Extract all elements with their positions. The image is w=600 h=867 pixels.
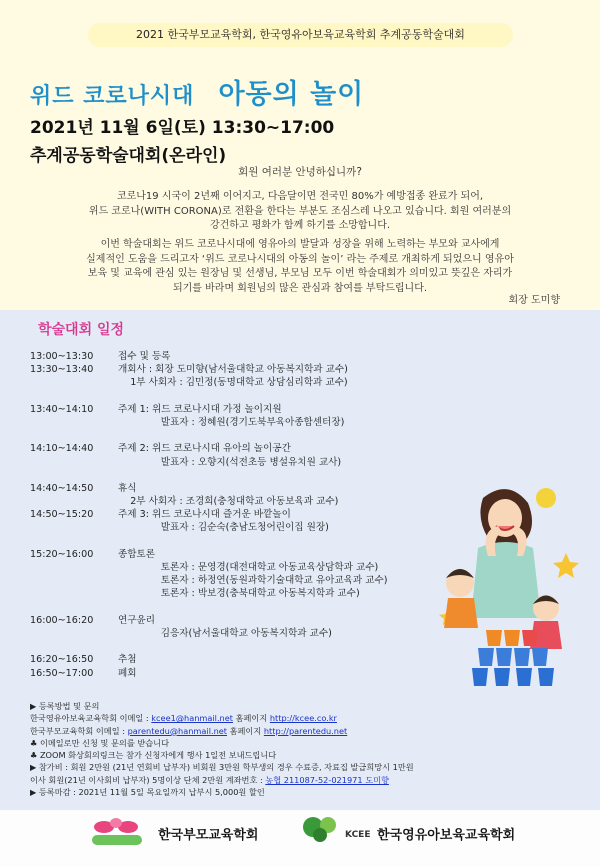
schedule-row [30,456,450,469]
schedule-content: 발표자 : 김순숙(충남도청어린이집 원장) [118,522,329,534]
parent-edu-logo-icon [86,815,148,851]
schedule-time: 15:20~16:00 [30,548,94,560]
schedule-time: 14:40~14:50 [30,482,94,494]
fee-line-2-label: 이사 회원(21년 이사회비 납부자) 5명이상 단체 2만원 계좌번호 : [30,774,266,785]
schedule-row [30,508,450,521]
schedule-time [30,521,118,534]
schedule-row [30,535,450,548]
registration-title: ▶ 등록방법 및 문의 [30,701,100,711]
children-playing-illustration [428,458,588,688]
letter-line: 이번 학술대회는 위드 코로나시대에 영유아의 발달과 성장을 위해 노력하는 부모와 교사에게 [100,239,500,250]
letter-paragraph-2 [55,238,545,296]
schedule-row [30,376,450,389]
home-label: 홈페이지 [233,713,270,724]
letter-line: 코로나19 시국이 2년째 이어지고, 다음달이면 전국민 80%가 예방접종 완료가 되어, [116,191,484,202]
star-icon [553,553,579,578]
schedule-content: 토론자 : 문영경(대전대학교 아동교육상담학과 교수) [118,562,379,573]
event-date: 2021년 11월 6일(토) 13:30~17:00 [30,118,335,138]
schedule-row [30,363,450,376]
schedule-content: 토론자 : 하정연(동원과학기술대학교 유아교육과 교수) [118,575,388,587]
letter-line: 강건하고 평화가 함께 하기를 소망합니다. [209,220,391,231]
kcee-logo-icon [298,813,344,847]
schedule-time [30,574,118,587]
schedule-time: 16:20~16:50 [30,654,94,666]
deadline-note: ▶ 등록마감 : 2021년 11월 5일 목요일까지 납부시 5,000원 할인 [30,787,265,798]
schedule-content: 2부 사회자 : 조경희(충청대학교 아동보육과 교수) [118,496,339,508]
schedule-content: 1부 사회자 : 김민정(동명대학교 상담심리학과 교수) [118,377,348,389]
schedule-row [30,548,450,561]
kcee-logo-text: KCEE [345,830,371,840]
schedule-time [30,416,118,429]
schedule-row [30,429,450,442]
home-label: 홈페이지 [227,725,264,736]
page-title [30,72,364,111]
zoom-note: ♣ ZOOM 화상회의링크는 참가 신청자에게 행사 1일전 보내드립니다 [30,750,277,761]
schedule-row [30,390,450,403]
schedule-content: 종합토론 [118,548,156,560]
schedule-row [30,495,450,508]
mother-body [471,542,541,618]
email-only-note: ♣ 이메일로만 신청 및 문의를 받습니다 [30,737,169,748]
schedule-content: 주제 3: 위드 코로나시대 즐거운 바깥놀이 [118,509,291,521]
schedule-content: 발표자 : 오향지(석전초등 병설유치원 교사) [118,456,342,468]
schedule-time [30,456,118,469]
schedule-row [30,601,450,614]
schedule-time: 13:40~14:10 [30,403,94,415]
child-body [444,598,478,628]
schedule-time: 14:10~14:40 [30,443,94,455]
title-part1: 위드 코로나시대 [30,84,195,109]
schedule-row [30,640,450,653]
letter-paragraph-1 [55,190,545,234]
fee-line-2 [30,774,590,786]
schedule-content: 접수 및 등록 [118,351,171,362]
letter-line: 위드 코로나(WITH CORONA)로 전환을 한다는 부분도 조심스레 나오고 있습니다. 회원 여러분의 [88,205,512,217]
schedule-row [30,667,450,680]
kcee-homepage-link[interactable]: http://kcee.co.kr [269,713,337,724]
letter-line: 보육 및 교육에 관심 있는 원장님 및 선생님, 부모님 모두 이번 학술대회가 의미있고 뜻깊은 자리가 [87,268,513,279]
schedule-title: 학술대회 일정 [38,322,125,338]
schedule-row [30,521,450,534]
schedule-row [30,561,450,574]
schedule-row [30,416,450,429]
org-kcee: 한국영유아보육교육학회 [377,828,516,843]
schedule-time [30,627,118,640]
parent-email-link[interactable]: parentedu@hanmail.net [127,725,228,736]
schedule-time [30,601,118,614]
schedule-content: 폐회 [118,667,137,679]
schedule-time: 14:50~15:20 [30,509,94,521]
schedule-row [30,574,450,587]
schedule-time [30,469,118,482]
schedule-content: 연구윤리 [118,614,156,626]
kcee-contact [30,712,590,724]
schedule-time [30,587,118,600]
schedule-time [30,640,118,653]
schedule-row [30,614,450,627]
banner: 2021 한국부모교육학회, 한국영유아보육교육학회 추계공동학술대회 [88,23,513,47]
letter-line: 실제적인 도움을 드리고자 ‘위드 코로나시대의 아동의 놀이’ 라는 주제로 개최하게 되었으니 영유아 [86,253,514,265]
schedule-time: 13:30~13:40 [30,364,94,376]
schedule-time [30,495,118,508]
fee-line-1: ▶ 참가비 : 회원 2만원 (21년 연회비 납부자) 비회원 3만원 학부생의 경우 수료증, 자료집 발급희망시 1만원 [30,762,414,773]
greeting: 회원 여러분 안녕하십니까? [238,166,362,178]
schedule-content: 개회사 : 회장 도미향(남서울대학교 아동복지학과 교수) [118,364,348,376]
letter-line: 되기를 바라며 회원님의 많은 관심과 참여를 부탁드립니다. [172,282,428,294]
registration-notes [30,700,590,798]
schedule-content: 토론자 : 박보경(충북대학교 아동복지학과 교수) [118,588,360,600]
schedule-row [30,442,450,455]
schedule-time: 13:00~13:30 [30,351,94,362]
schedule-list [30,350,450,680]
schedule-row [30,350,450,363]
schedule-content: 김응자(남서울대학교 아동복지학과 교수) [118,627,332,639]
schedule-time [30,390,118,403]
title-part2: 아동의 놀이 [218,79,365,110]
parent-homepage-link[interactable]: http://parentedu.net [263,725,348,736]
schedule-row [30,482,450,495]
kcee-contact-label: 한국영유아보육교육학회 이메일 : [30,713,152,724]
schedule-row [30,653,450,666]
schedule-time [30,429,118,442]
schedule-time [30,561,118,574]
schedule-time [30,376,118,389]
schedule-time [30,535,118,548]
schedule-content: 주제 2: 위드 코로나시대 유아의 놀이공간 [118,443,291,455]
schedule-row [30,403,450,416]
sun-icon [536,488,556,508]
parent-contact-label: 한국부모교육학회 이메일 : [30,725,128,736]
schedule-row [30,587,450,600]
parent-contact [30,725,590,737]
schedule-content: 주제 1: 위드 코로나시대 가정 놀이지원 [118,403,282,415]
schedule-content: 추첨 [118,654,137,666]
bank-account: 농협 211087-52-021971 도미향 [265,774,389,785]
schedule-row [30,627,450,640]
schedule-time: 16:50~17:00 [30,667,94,679]
event-name: 추계공동학술대회(온라인) [30,146,227,166]
kcee-email-link[interactable]: kcee1@hanmail.net [151,713,233,724]
schedule-row [30,469,450,482]
schedule-time: 16:00~16:20 [30,614,94,626]
schedule-content: 발표자 : 정혜원(경기도북부육아종합센터장) [118,416,345,428]
schedule-content: 휴식 [118,482,137,494]
org-parent-edu: 한국부모교육학회 [158,828,259,843]
signature: 회장 도미향 [508,295,560,306]
